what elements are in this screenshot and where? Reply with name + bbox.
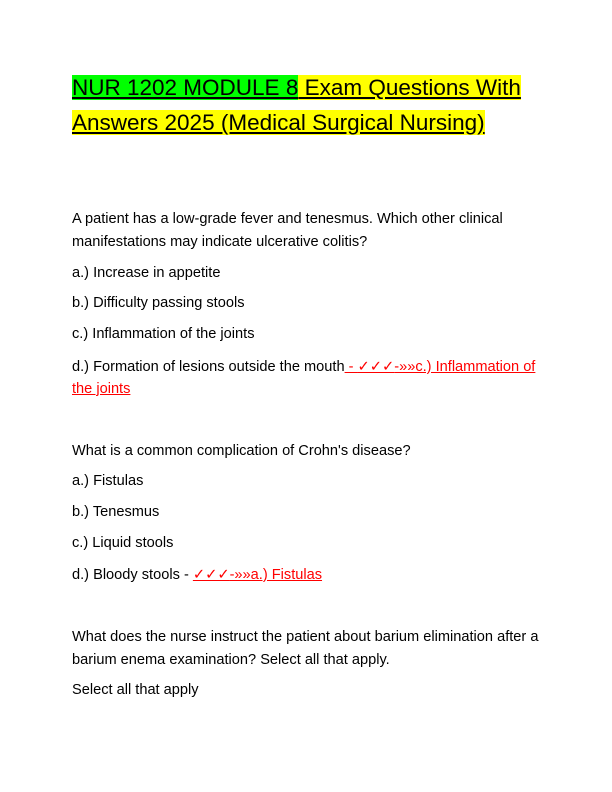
question-1-option-d-with-answer (72, 356, 542, 400)
question-1-option-a: a.) Increase in appetite (72, 265, 221, 281)
question-1-option-c: c.) Inflammation of the joints (72, 326, 255, 342)
question-2-answer: -»»a.) Fistulas (229, 567, 323, 583)
question-2-option-b: b.) Tenesmus (72, 504, 160, 520)
question-2-stem: What is a common complication of Crohn's disease? (72, 443, 411, 459)
question-1-stem: A patient has a low-grade fever and tenesmus. Which other clinical manifestations may indicate ulcerative colitis? (72, 211, 503, 250)
checkmark-icon: ✓✓✓ (357, 359, 395, 375)
question-1-option-b: b.) Difficulty passing stools (72, 295, 245, 311)
question-2-option-d: d.) Bloody stools (72, 567, 180, 583)
document-title (72, 70, 542, 140)
answer-prefix: - (179, 567, 193, 583)
title-subtitle: Exam Questions With Answers 2025 (Medical Surgical Nursing) (72, 75, 521, 135)
question-2-option-d-with-answer (72, 564, 542, 586)
question-3-instruction: Select all that apply (72, 682, 199, 698)
question-3-stem: What does the nurse instruct the patient about barium elimination after a barium enema examination? Select all that apply. (72, 629, 539, 668)
question-1-answer: -»»c.) Inflammation of the joints (72, 359, 536, 397)
question-2-option-c: c.) Liquid stools (72, 535, 174, 551)
checkmark-icon: ✓✓✓ (192, 567, 230, 583)
question-2-option-a: a.) Fistulas (72, 473, 144, 489)
title-course-code: NUR 1202 MODULE 8 (72, 75, 299, 100)
answer-prefix: - (344, 359, 358, 375)
question-1-option-d: d.) Formation of lesions outside the mouth (72, 359, 345, 375)
